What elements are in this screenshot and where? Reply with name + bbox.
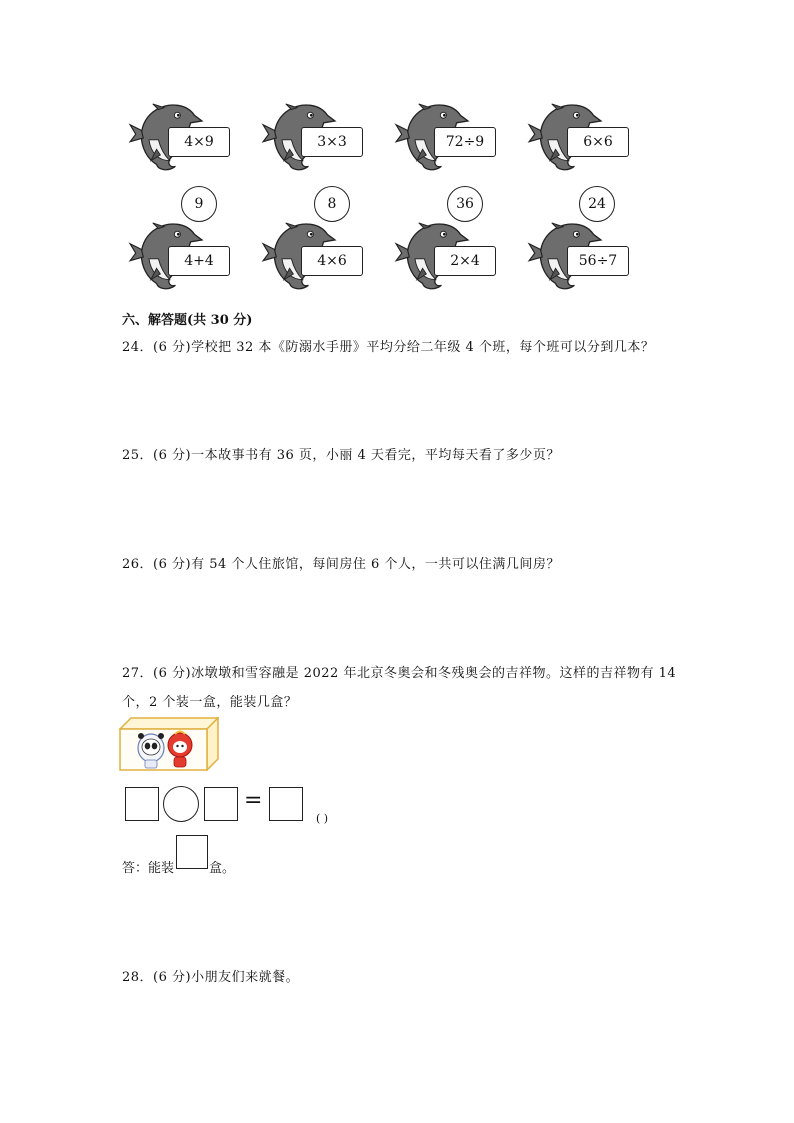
expression-card: 2×4: [434, 246, 496, 276]
dolphin-card-8: [525, 221, 640, 291]
expression-card: 4+4: [168, 246, 230, 276]
dolphin-card-2: [259, 102, 374, 172]
equals-sign: =: [244, 788, 263, 813]
question-27-line-2: 个，2 个装一盒，能装几盒？: [122, 695, 298, 710]
expression-card: 72÷9: [434, 127, 496, 157]
question-26: 26．(6 分)有 54 个人住旅馆，每间房住 6 个人，一共可以住满几间房？: [122, 557, 560, 572]
answer-box[interactable]: [176, 835, 208, 869]
equation-box-2[interactable]: [204, 787, 238, 821]
answer-circle-2[interactable]: 8: [314, 186, 350, 222]
question-25: 25．(6 分)一本故事书有 36 页，小丽 4 天看完，平均每天看了多少页？: [122, 448, 560, 463]
mascot-box-image: [119, 717, 219, 771]
expression-card: 56÷7: [567, 246, 629, 276]
equation-box-1[interactable]: [125, 787, 159, 821]
expression-card: 3×3: [301, 127, 363, 157]
dolphin-card-5: [126, 221, 241, 291]
expression-card: 4×9: [168, 127, 230, 157]
dolphin-card-6: [259, 221, 374, 291]
expression-card: 4×6: [301, 246, 363, 276]
equation-result-box[interactable]: [269, 787, 303, 821]
answer-circle-3[interactable]: 36: [447, 186, 483, 222]
unit-parentheses[interactable]: ( ): [316, 812, 329, 825]
dolphin-card-3: [392, 102, 507, 172]
dolphin-card-7: [392, 221, 507, 291]
expression-card: 6×6: [567, 127, 629, 157]
dolphin-card-4: [525, 102, 640, 172]
question-27-line-1: 27．(6 分)冰墩墩和雪容融是 2022 年北京冬奥会和冬残奥会的吉祥物。这样的吉祥物有 14: [122, 666, 677, 681]
answer-suffix: 盒。: [209, 861, 236, 876]
answer-circle-1[interactable]: 9: [181, 186, 217, 222]
answer-circle-4[interactable]: 24: [579, 186, 615, 222]
section-heading: 六、解答题(共 30 分): [122, 313, 253, 328]
operator-circle[interactable]: [163, 786, 199, 822]
dolphin-card-1: [126, 102, 241, 172]
answer-prefix: 答：能装: [122, 861, 175, 876]
question-24: 24．(6 分)学校把 32 本《防溺水手册》平均分给二年级 4 个班，每个班可以分到几本？: [122, 340, 655, 355]
question-28: 28．(6 分)小朋友们来就餐。: [122, 970, 300, 985]
